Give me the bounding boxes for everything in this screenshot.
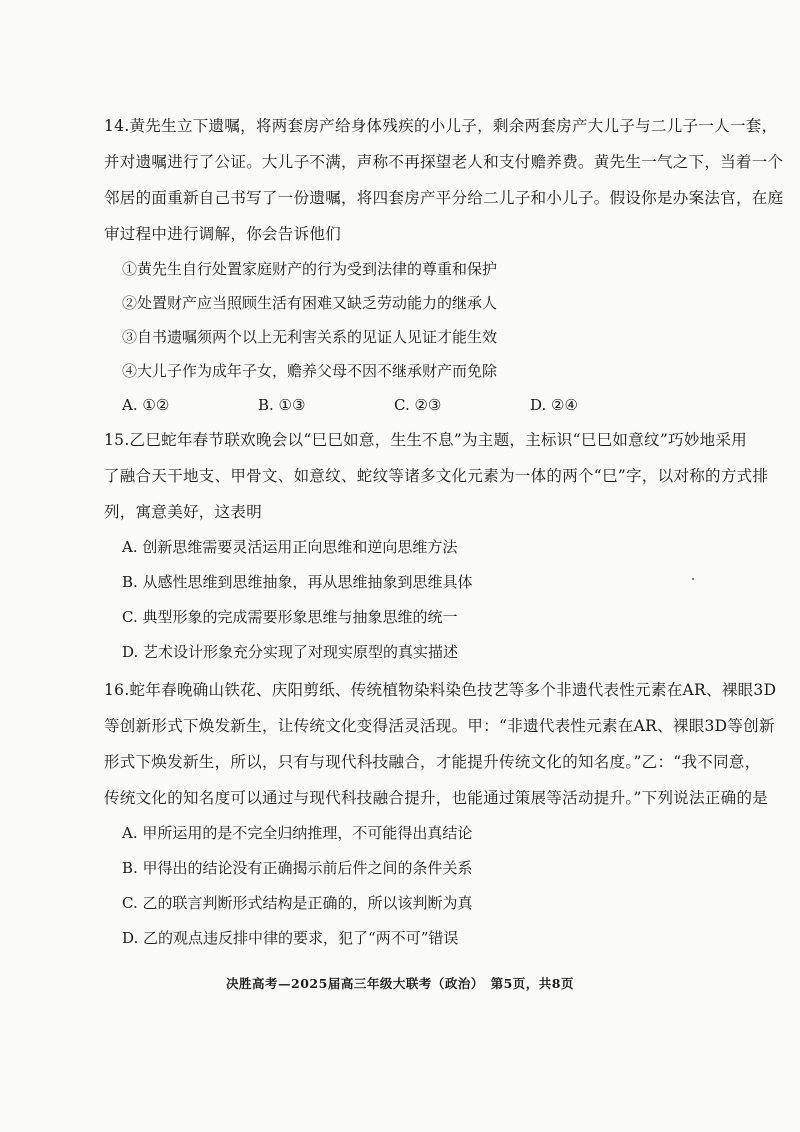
- option-b[interactable]: B. 甲得出的结论没有正确揭示前后件之间的条件关系: [122, 859, 473, 877]
- stem-line: 列，寓意美好，这表明: [104, 503, 263, 521]
- question-14-stem: [104, 108, 784, 252]
- option-d[interactable]: D. 乙的观点违反排中律的要求，犯了“两不可”错误: [122, 929, 459, 947]
- option-b[interactable]: B. 从感性思维到思维抽象，再从思维抽象到思维具体: [122, 573, 473, 591]
- question-14-statements: [104, 252, 704, 388]
- stem-line: 审过程中进行调解，你会告诉他们: [104, 225, 342, 243]
- option-a[interactable]: A. 创新思维需要灵活运用正向思维和逆向思维方法: [122, 538, 458, 556]
- question-15-stem: [104, 422, 769, 530]
- stem-line: 15.乙巳蛇年春节联欢晚会以“巳巳如意，生生不息”为主题，主标识“巳巳如意纹”巧妙地采用: [104, 431, 748, 449]
- page-footer: 决胜高考—2025届高三年级大联考（政治） 第5页，共8页: [226, 976, 574, 991]
- question-14: [104, 108, 784, 422]
- stem-line: 邻居的面重新自己书写了一份遗嘱，将四套房产平分给二儿子和小儿子。假设你是办案法官，在庭: [104, 189, 784, 207]
- statement-item: ③自书遗嘱须两个以上无利害关系的见证人见证才能生效: [122, 328, 498, 346]
- stem-line: 16.蛇年春晚确山铁花、庆阳剪纸、传统植物染料染色技艺等多个非遗代表性元素在AR、裸眼3D: [104, 681, 777, 699]
- option-a[interactable]: A. 甲所运用的是不完全归纳推理，不可能得出真结论: [122, 824, 473, 842]
- stem-line: 形式下焕发新生，所以，只有与现代科技融合，才能提升传统文化的知名度。”乙：“我不同意，: [104, 753, 761, 771]
- choice-c[interactable]: C. ②③: [394, 396, 442, 414]
- choice-d[interactable]: D. ②④: [530, 396, 578, 414]
- option-c[interactable]: C. 典型形象的完成需要形象思维与抽象思维的统一: [122, 608, 458, 626]
- page-content: [104, 108, 784, 956]
- statement-item: ②处置财产应当照顾生活有困难又缺乏劳动能力的继承人: [122, 294, 498, 312]
- stem-line: 了融合天干地支、甲骨文、如意纹、蛇纹等诸多文化元素为一体的两个“巳”字，以对称的方式排: [104, 467, 769, 485]
- question-15-options: [104, 530, 704, 670]
- question-16-stem: [104, 672, 777, 816]
- question-16-options: [104, 816, 704, 956]
- option-d[interactable]: D. 艺术设计形象充分实现了对现实原型的真实描述: [122, 643, 459, 661]
- question-16: [104, 672, 777, 956]
- stem-line: 并对遗嘱进行了公证。大儿子不满，声称不再探望老人和支付赡养费。黄先生一气之下，当着一个: [104, 153, 784, 171]
- statement-item: ①黄先生自行处置家庭财产的行为受到法律的尊重和保护: [122, 260, 498, 278]
- question-15: [104, 422, 769, 670]
- stem-line: 等创新形式下焕发新生，让传统文化变得活灵活现。甲：“非遗代表性元素在AR、裸眼3D等创新: [104, 717, 775, 735]
- scan-speck: [692, 578, 694, 580]
- choice-b[interactable]: B. ①③: [258, 396, 306, 414]
- stem-line: 传统文化的知名度可以通过与现代科技融合提升，也能通过策展等活动提升。”下列说法正确的是: [104, 789, 769, 807]
- stem-line: 14.黄先生立下遗嘱，将两套房产给身体残疾的小儿子，剩余两套房产大儿子与二儿子一人一套，: [104, 117, 778, 135]
- question-14-choices: [104, 388, 704, 422]
- choice-a[interactable]: A. ①②: [122, 396, 170, 414]
- statement-item: ④大儿子作为成年子女，赡养父母不因不继承财产而免除: [122, 362, 498, 380]
- option-c[interactable]: C. 乙的联言判断形式结构是正确的，所以该判断为真: [122, 894, 473, 912]
